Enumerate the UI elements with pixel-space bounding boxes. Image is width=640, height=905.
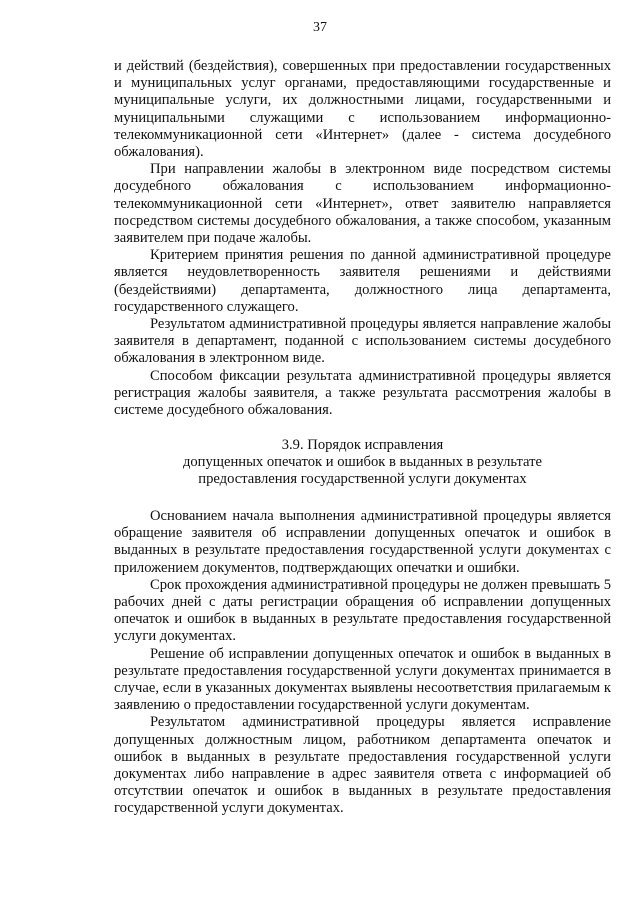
paragraph-decision-criterion: Критерием принятия решения по данной административной процедуре является неудовлетворенность заявителя решениями и действиями (бездействиями) департамента, должностного лица департамента, государственного служащего. xyxy=(114,247,611,315)
section-heading xyxy=(114,437,611,489)
page-number: 37 xyxy=(313,20,327,35)
paragraph-electronic-appeal: При направлении жалобы в электронном виде посредством системы досудебного обжалования с использованием информационно-телекоммуникационной сети «Интернет», ответ заявителю направляется посредством системы досудебного обжалования, а также способом, указанным заявителем при подаче жалобы. xyxy=(114,161,611,247)
paragraph-result-fixation: Способом фиксации результата административной процедуры является регистрация жалобы заявителя, а также результата рассмотрения жалобы в системе досудебного обжалования. xyxy=(114,367,611,419)
paragraph-correction-result: Результатом административной процедуры является исправление допущенных должностным лицом, работником департамента опечаток и ошибок в выданных в результате предоставления государственной услуги документах либо направление в адрес заявителя ответа с информацией об отсутствии опечаток и ошибок в выданных в результате предоставления государственной услуги документах. xyxy=(114,714,611,817)
paragraph-deadline: Срок прохождения административной процедуры не должен превышать 5 рабочих дней с даты регистрации обращения об исправлении допущенных опечаток и ошибок в выданных в результате предоставления государственной услуги документах. xyxy=(114,576,611,645)
paragraph-continued: и действий (бездействия), совершенных при предоставлении государственных и муниципальных услуг органами, предоставляющими государственные и муниципальные услуги, их должностными лицами, государственными и муниципальными служащими с использованием информационно-телекоммуникационной сети «Интернет» (далее - система досудебного обжалования). xyxy=(114,58,611,161)
paragraph-correction-decision: Решение об исправлении допущенных опечаток и ошибок в выданных в результате предоставления государственной услуги документах принимается в случае, если в указанных документах выявлены несоответствия прилагаемым к заявлению о предоставлении государственной услуги документам. xyxy=(114,645,611,714)
section-heading-line-3: предоставления государственной услуги документах xyxy=(198,471,527,488)
paragraph-grounds: Основанием начала выполнения административной процедуры является обращение заявителя об исправлении допущенных опечаток и ошибок в выданных в результате предоставления государственной услуги документах с приложением документов, подтверждающих опечатки и ошибки. xyxy=(114,508,611,576)
top-text-block xyxy=(114,58,611,419)
bottom-text-block xyxy=(114,508,611,818)
section-heading-line-1: 3.9. Порядок исправления xyxy=(281,437,444,453)
section-heading-line-2: допущенных опечаток и ошибок в выданных в результате xyxy=(182,454,543,471)
paragraph-procedure-result: Результатом административной процедуры является направление жалобы заявителя в департамент, поданной с использованием системы досудебного обжалования в электронном виде. xyxy=(114,316,611,367)
